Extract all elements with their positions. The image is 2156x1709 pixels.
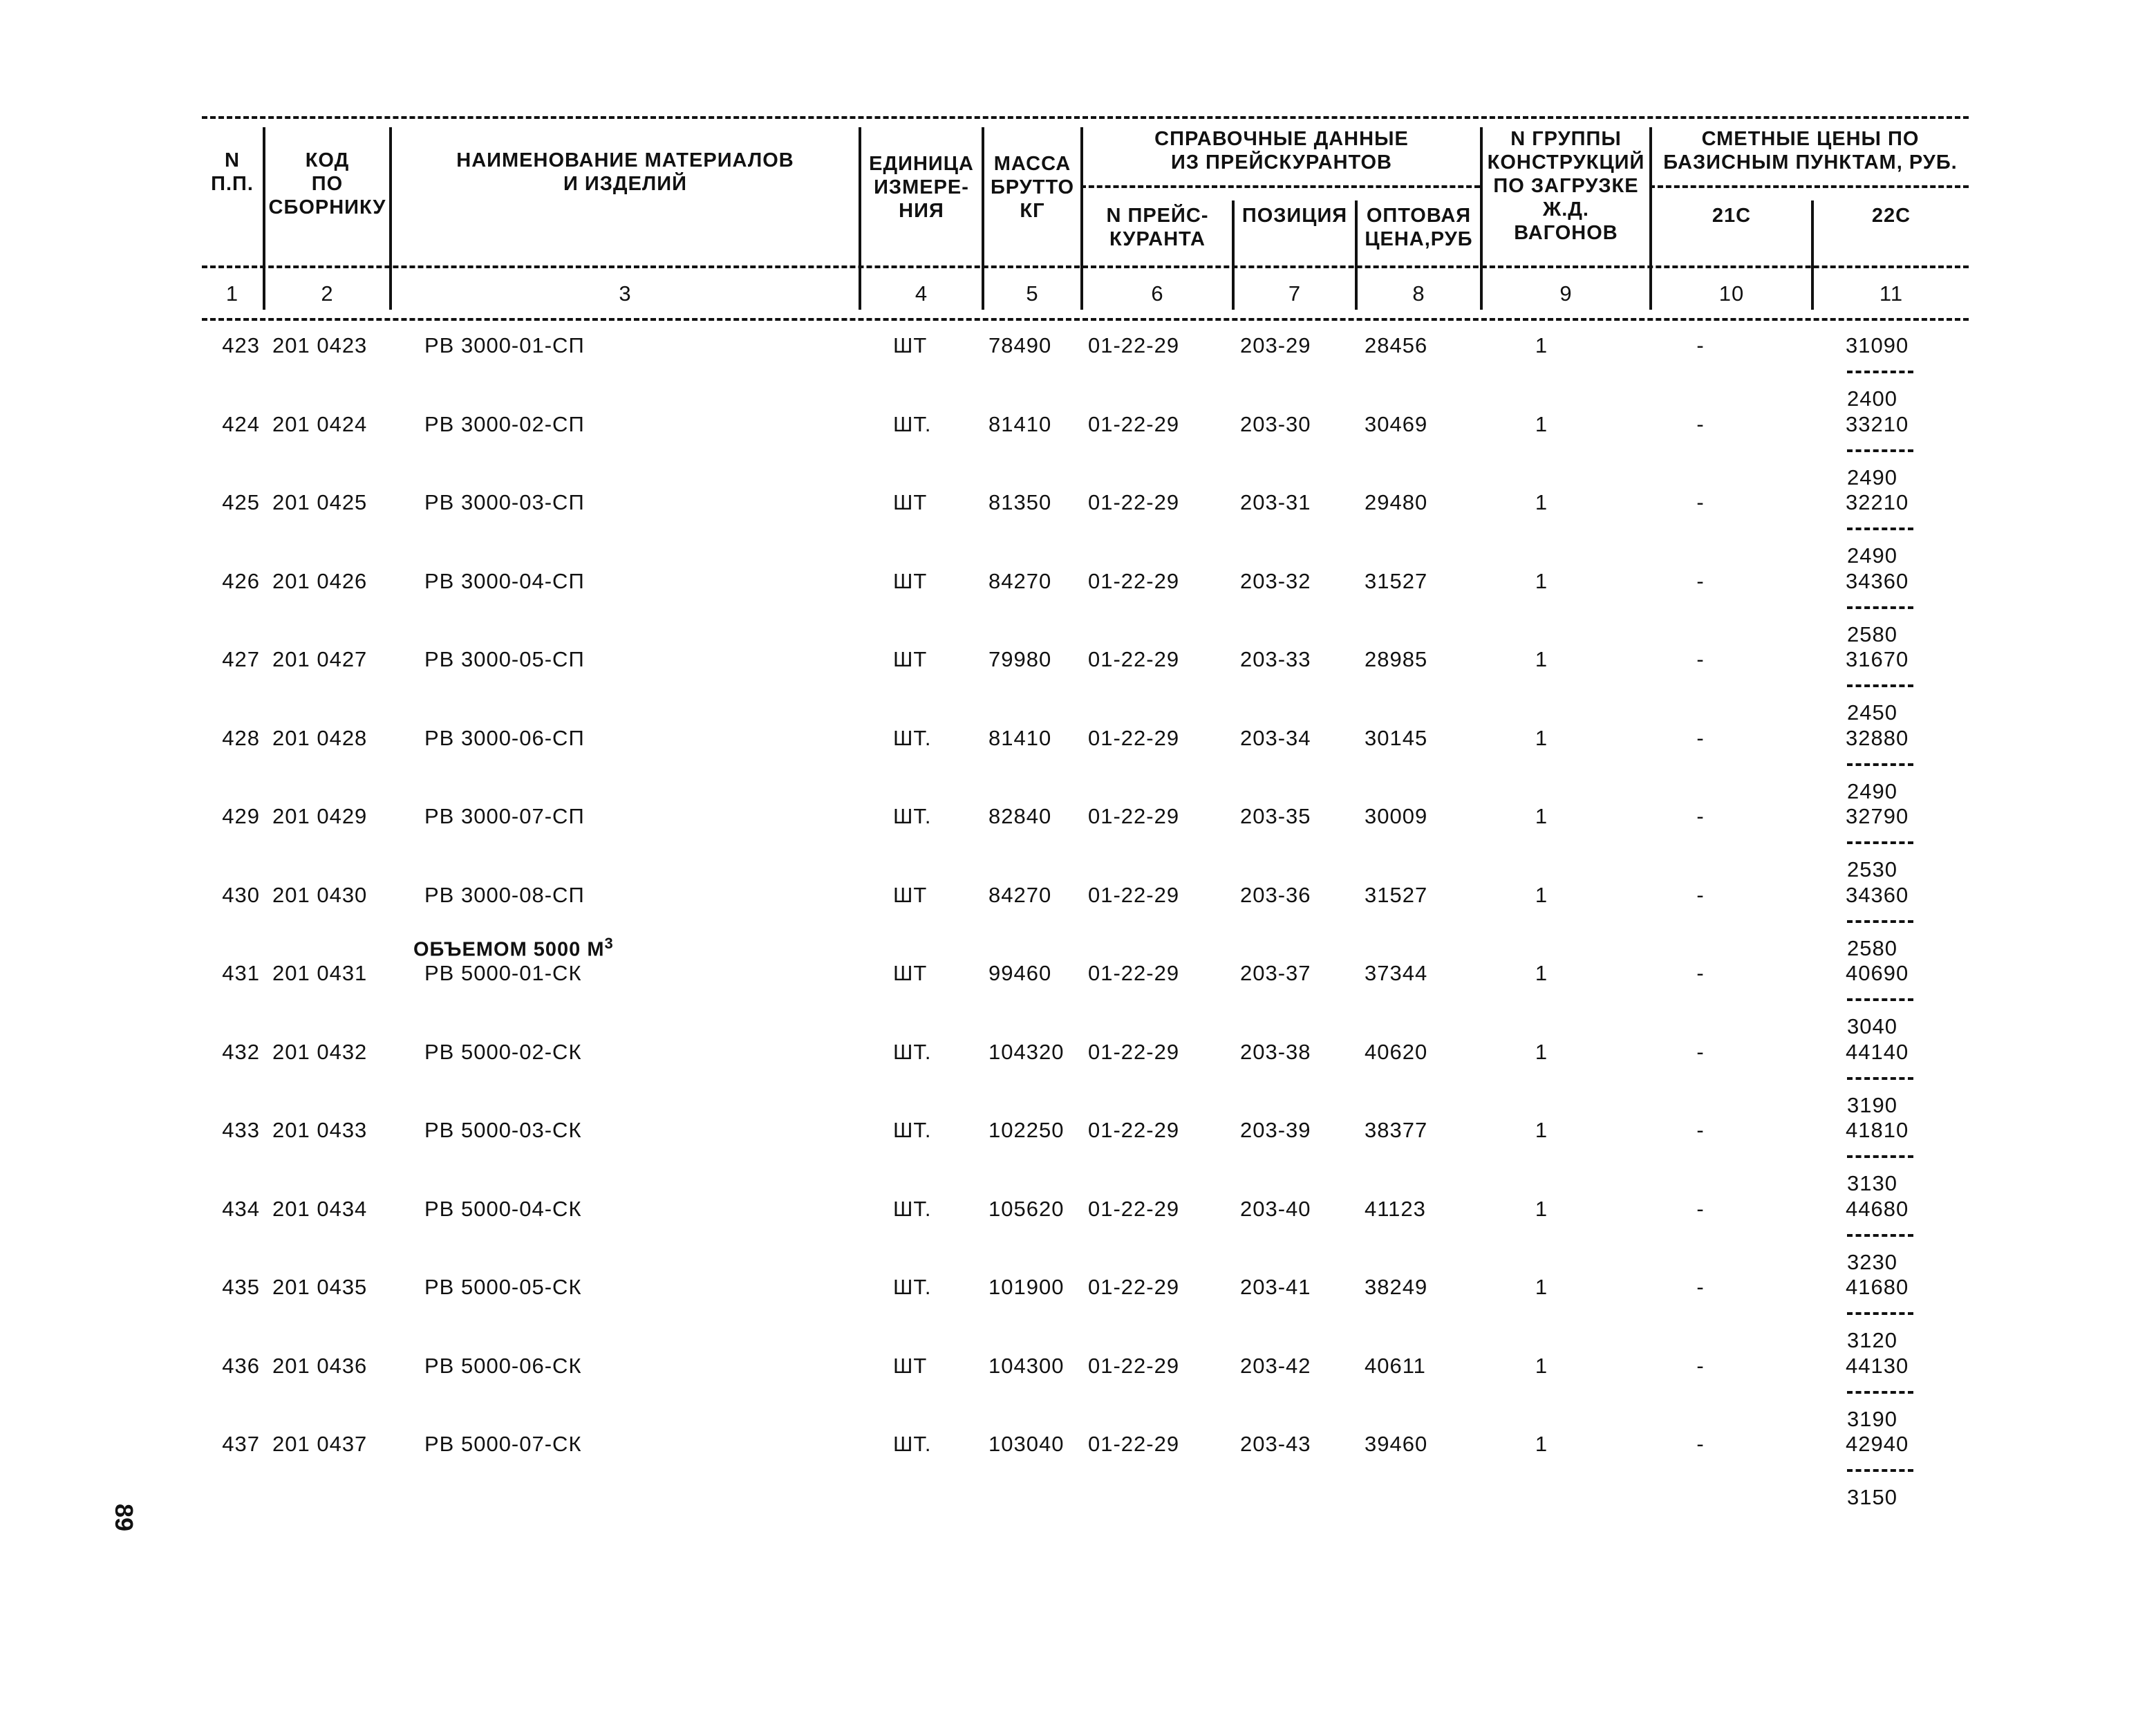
row-code: 201 0437 [272,1432,368,1456]
row-price-22c-divider [1847,371,1913,373]
row-price-22c-part: 2580 [1847,622,1897,646]
row-wholesale-price: 29480 [1365,490,1428,514]
row-price-22c-total: 33210 [1846,411,1909,436]
header-col6: N ПРЕЙС- КУРАНТА [1106,205,1209,250]
row-number: 427 [222,647,260,671]
row-number: 431 [222,961,260,985]
row-group: 1 [1535,647,1548,671]
row-mass: 79980 [988,647,1052,671]
subheader-rule-ref [1080,185,1480,188]
row-unit: ШТ. [893,1275,932,1299]
row-pricelist: 01-22-29 [1088,1353,1180,1378]
row-unit: ШТ [893,882,928,907]
row-position: 203-38 [1240,1039,1311,1064]
col-num-3: 3 [619,281,632,306]
row-position: 203-41 [1240,1275,1311,1299]
row-price-21c: - [1696,647,1705,671]
row-price-21c: - [1696,411,1705,436]
row-name: РВ 5000-06-СК [424,1353,582,1378]
row-price-22c-total: 44130 [1846,1353,1909,1378]
row-price-22c-total: 44140 [1846,1039,1909,1064]
row-group: 1 [1535,1275,1548,1299]
row-price-22c-total: 32880 [1846,725,1909,750]
row-position: 203-36 [1240,882,1311,907]
row-number: 428 [222,725,260,750]
row-price-21c: - [1696,804,1705,828]
subheader-rule-price [1649,185,1969,188]
row-pricelist: 01-22-29 [1088,1432,1180,1456]
header-col9: N ГРУППЫ КОНСТРУКЦИЙ ПО ЗАГРУЗКЕ Ж.Д. ВАГОНОВ [1487,128,1645,244]
row-name: РВ 3000-07-СП [424,804,585,828]
header-col7: ПОЗИЦИЯ [1241,205,1348,227]
row-code: 201 0436 [272,1353,368,1378]
row-wholesale-price: 30469 [1365,411,1428,436]
row-pricelist: 01-22-29 [1088,411,1180,436]
row-number: 426 [222,568,260,593]
row-number: 429 [222,804,260,828]
row-pricelist: 01-22-29 [1088,1039,1180,1064]
header-col4: ЕДИНИЦА ИЗМЕРЕ- НИЯ [869,153,974,222]
row-position: 203-29 [1240,333,1311,357]
row-price-22c-divider [1847,527,1913,530]
header-col1: N П.П. [211,149,254,195]
row-position: 203-43 [1240,1432,1311,1456]
row-unit: ШТ [893,961,928,985]
row-mass: 102250 [988,1118,1065,1142]
row-number: 430 [222,882,260,907]
row-price-21c: - [1696,961,1705,985]
row-number: 436 [222,1353,260,1378]
row-pricelist: 01-22-29 [1088,647,1180,671]
row-wholesale-price: 31527 [1365,568,1428,593]
row-code: 201 0425 [272,490,368,514]
row-wholesale-price: 41123 [1365,1196,1426,1221]
row-price-22c-part: 2530 [1847,857,1897,881]
row-price-21c: - [1696,1432,1705,1456]
row-name: РВ 3000-06-СП [424,725,585,750]
row-mass: 104300 [988,1353,1065,1378]
row-name: РВ 5000-05-СК [424,1275,582,1299]
row-price-22c-total: 31670 [1846,647,1909,671]
row-price-22c-divider [1847,1391,1913,1394]
row-unit: ШТ. [893,725,932,750]
row-unit: ШТ [893,647,928,671]
row-mass: 82840 [988,804,1052,828]
row-name: РВ 5000-04-СК [424,1196,582,1221]
row-price-21c: - [1696,1275,1705,1299]
row-code: 201 0428 [272,725,368,750]
col-num-2: 2 [321,281,334,306]
row-code: 201 0430 [272,882,368,907]
row-mass: 105620 [988,1196,1065,1221]
row-mass: 81410 [988,411,1052,436]
section-label: ОБЪЕМОМ 5000 $М^3$ [413,935,614,961]
row-price-22c-divider [1847,1312,1913,1315]
col-num-1: 1 [225,281,239,306]
row-group: 1 [1535,1039,1548,1064]
row-price-22c-part: 2490 [1847,543,1897,568]
row-name: РВ 5000-01-СК [424,961,582,985]
header-group-ref: СПРАВОЧНЫЕ ДАННЫЕ ИЗ ПРЕЙСКУРАНТОВ [1154,128,1409,174]
header-bottom-rule [202,265,1969,268]
row-pricelist: 01-22-29 [1088,725,1180,750]
col-num-10: 10 [1718,281,1745,306]
row-position: 203-35 [1240,804,1311,828]
row-wholesale-price: 28456 [1365,333,1428,357]
row-name: РВ 3000-01-СП [424,333,585,357]
row-mass: 81350 [988,490,1052,514]
row-price-22c-part: 3230 [1847,1249,1897,1274]
col-num-11: 11 [1879,281,1904,306]
row-price-22c-part: 3040 [1847,1014,1897,1038]
row-pricelist: 01-22-29 [1088,490,1180,514]
row-group: 1 [1535,411,1548,436]
row-number: 423 [222,333,260,357]
row-price-22c-part: 2580 [1847,935,1897,960]
row-number: 437 [222,1432,260,1456]
row-price-22c-part: 2490 [1847,465,1897,489]
row-group: 1 [1535,333,1548,357]
row-pricelist: 01-22-29 [1088,1275,1180,1299]
numbers-bottom-rule [202,318,1969,321]
row-position: 203-30 [1240,411,1311,436]
row-mass: 78490 [988,333,1052,357]
row-name: РВ 5000-02-СК [424,1039,582,1064]
row-wholesale-price: 30009 [1365,804,1428,828]
row-unit: ШТ. [893,1432,932,1456]
row-price-22c-total: 42940 [1846,1432,1909,1456]
row-pricelist: 01-22-29 [1088,1196,1180,1221]
row-group: 1 [1535,882,1548,907]
col-num-9: 9 [1559,281,1573,306]
row-pricelist: 01-22-29 [1088,568,1180,593]
row-price-22c-part: 2400 [1847,386,1897,411]
row-price-21c: - [1696,1039,1705,1064]
row-mass: 101900 [988,1275,1065,1299]
row-price-22c-part: 3120 [1847,1328,1897,1352]
row-price-22c-divider [1847,1077,1913,1080]
row-group: 1 [1535,961,1548,985]
row-code: 201 0432 [272,1039,368,1064]
row-group: 1 [1535,568,1548,593]
row-code: 201 0434 [272,1196,368,1221]
row-unit: ШТ [893,1353,928,1378]
row-price-22c-total: 41810 [1846,1118,1909,1142]
row-wholesale-price: 28985 [1365,647,1428,671]
row-group: 1 [1535,1118,1548,1142]
row-code: 201 0423 [272,333,368,357]
row-pricelist: 01-22-29 [1088,1118,1180,1142]
row-mass: 84270 [988,568,1052,593]
row-unit: ШТ [893,333,928,357]
row-name: РВ 3000-04-СП [424,568,585,593]
row-name: РВ 3000-02-СП [424,411,585,436]
row-price-22c-total: 44680 [1846,1196,1909,1221]
header-col10: 21С [1712,205,1752,227]
row-group: 1 [1535,1196,1548,1221]
row-price-22c-part: 2450 [1847,700,1897,725]
col-num-7: 7 [1288,281,1302,306]
row-position: 203-31 [1240,490,1311,514]
row-price-21c: - [1696,1196,1705,1221]
row-wholesale-price: 39460 [1365,1432,1428,1456]
row-unit: ШТ. [893,804,932,828]
row-price-22c-divider [1847,763,1913,766]
row-price-22c-divider [1847,1234,1913,1237]
row-price-22c-divider [1847,449,1913,452]
row-group: 1 [1535,804,1548,828]
row-wholesale-price: 31527 [1365,882,1428,907]
row-price-22c-divider [1847,998,1913,1001]
row-mass: 104320 [988,1039,1065,1064]
row-group: 1 [1535,725,1548,750]
row-code: 201 0426 [272,568,368,593]
row-price-22c-divider [1847,1469,1913,1472]
row-price-22c-divider [1847,841,1913,844]
row-number: 432 [222,1039,260,1064]
row-price-21c: - [1696,1353,1705,1378]
row-wholesale-price: 30145 [1365,725,1428,750]
row-wholesale-price: 40611 [1365,1353,1426,1378]
row-mass: 99460 [988,961,1052,985]
row-position: 203-34 [1240,725,1311,750]
row-price-22c-divider [1847,684,1913,687]
row-price-21c: - [1696,568,1705,593]
col-num-4: 4 [915,281,928,306]
col-num-5: 5 [1026,281,1039,306]
row-price-22c-total: 32790 [1846,804,1909,828]
row-price-22c-total: 34360 [1846,882,1909,907]
row-code: 201 0424 [272,411,368,436]
col-num-8: 8 [1412,281,1425,306]
row-group: 1 [1535,1432,1548,1456]
row-price-22c-total: 32210 [1846,490,1909,514]
row-price-21c: - [1696,1118,1705,1142]
row-wholesale-price: 40620 [1365,1039,1428,1064]
row-code: 201 0431 [272,961,368,985]
row-position: 203-33 [1240,647,1311,671]
row-price-21c: - [1696,490,1705,514]
row-unit: ШТ. [893,1039,932,1064]
row-unit: ШТ [893,490,928,514]
row-code: 201 0429 [272,804,368,828]
header-col2: КОД ПО СБОРНИКУ [268,149,386,218]
row-price-22c-part: 2490 [1847,778,1897,803]
row-name: РВ 3000-03-СП [424,490,585,514]
row-mass: 81410 [988,725,1052,750]
row-position: 203-32 [1240,568,1311,593]
row-pricelist: 01-22-29 [1088,961,1180,985]
row-pricelist: 01-22-29 [1088,333,1180,357]
header-col11: 22С [1871,205,1911,227]
row-price-21c: - [1696,333,1705,357]
row-price-22c-total: 31090 [1846,333,1909,357]
header-col5: МАССА БРУТТО КГ [990,153,1075,222]
row-price-22c-part: 3150 [1847,1485,1897,1509]
row-name: РВ 3000-05-СП [424,647,585,671]
row-name: РВ 5000-07-СК [424,1432,582,1456]
row-code: 201 0435 [272,1275,368,1299]
page-number: 89 [110,1504,138,1532]
row-price-21c: - [1696,882,1705,907]
row-group: 1 [1535,490,1548,514]
row-mass: 103040 [988,1432,1065,1456]
row-unit: ШТ [893,568,928,593]
row-code: 201 0433 [272,1118,368,1142]
row-pricelist: 01-22-29 [1088,882,1180,907]
row-name: РВ 5000-03-СК [424,1118,582,1142]
row-unit: ШТ. [893,1118,932,1142]
row-price-22c-total: 41680 [1846,1275,1909,1299]
row-number: 435 [222,1275,260,1299]
row-price-22c-total: 40690 [1846,961,1909,985]
row-number: 424 [222,411,260,436]
row-position: 203-42 [1240,1353,1311,1378]
header-col3: НАИМЕНОВАНИЕ МАТЕРИАЛОВ И ИЗДЕЛИЙ [456,149,794,195]
row-code: 201 0427 [272,647,368,671]
row-price-21c: - [1696,725,1705,750]
row-price-22c-divider [1847,606,1913,609]
row-wholesale-price: 37344 [1365,961,1428,985]
row-number: 425 [222,490,260,514]
row-name: РВ 3000-08-СП [424,882,585,907]
row-number: 433 [222,1118,260,1142]
row-price-22c-divider [1847,920,1913,923]
row-price-22c-part: 3190 [1847,1406,1897,1431]
row-price-22c-total: 34360 [1846,568,1909,593]
row-unit: ШТ. [893,411,932,436]
col-num-6: 6 [1151,281,1164,306]
row-group: 1 [1535,1353,1548,1378]
row-pricelist: 01-22-29 [1088,804,1180,828]
row-position: 203-37 [1240,961,1311,985]
header-group-price: СМЕТНЫЕ ЦЕНЫ ПО БАЗИСНЫМ ПУНКТАМ, РУБ. [1663,128,1958,174]
row-wholesale-price: 38377 [1365,1118,1428,1142]
header-top-rule [202,116,1969,119]
row-unit: ШТ. [893,1196,932,1221]
header-col8: ОПТОВАЯ ЦЕНА,РУБ [1365,205,1473,250]
row-mass: 84270 [988,882,1052,907]
row-wholesale-price: 38249 [1365,1275,1428,1299]
row-position: 203-40 [1240,1196,1311,1221]
row-price-22c-divider [1847,1155,1913,1158]
row-number: 434 [222,1196,260,1221]
row-position: 203-39 [1240,1118,1311,1142]
row-price-22c-part: 3130 [1847,1171,1897,1195]
row-price-22c-part: 3190 [1847,1092,1897,1117]
